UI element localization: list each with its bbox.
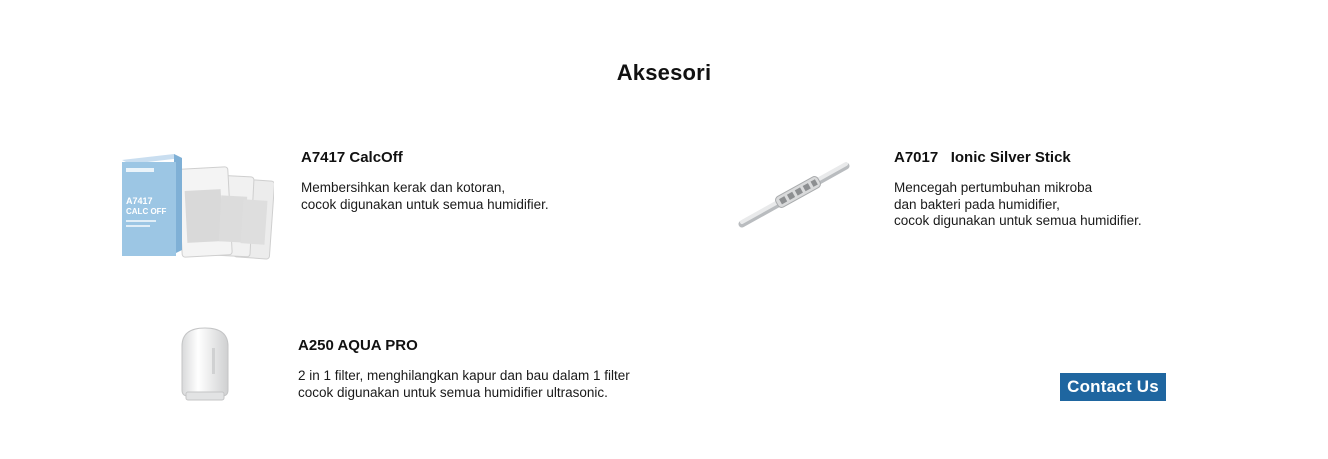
aqua-pro-name[interactable]: A250 AQUA PRO [298, 337, 418, 354]
ionic-silver-stick-description [894, 180, 1142, 230]
aqua-pro-desc-line: 2 in 1 filter, menghilangkan kapur dan bau dalam 1 filter [298, 368, 630, 383]
ionic-silver-stick-name[interactable]: A7017 Ionic Silver Stick [894, 149, 1071, 166]
aqua-pro-filter-image[interactable] [176, 326, 234, 402]
ionic-desc-line: cocok digunakan untuk semua humidifier. [894, 213, 1142, 228]
calcoff-box-name: CALC OFF [126, 207, 167, 216]
ionic-desc-line: dan bakteri pada humidifier, [894, 196, 1060, 212]
section-title: Aksesori [616, 60, 712, 85]
calcoff-desc-line: Membersihkan kerak dan kotoran, [301, 180, 506, 195]
calcoff-description [301, 180, 549, 213]
ionic-silver-stick-image[interactable] [736, 158, 854, 232]
calcoff-product-image[interactable] [118, 150, 274, 262]
aqua-pro-desc-line: cocok digunakan untuk semua humidifier ultrasonic. [298, 384, 608, 400]
calcoff-desc-line: cocok digunakan untuk semua humidifier. [301, 196, 549, 212]
ionic-desc-line: Mencegah pertumbuhan mikroba [894, 180, 1093, 195]
calcoff-name[interactable]: A7417 CalcOff [301, 149, 403, 166]
calcoff-box-code: A7417 [126, 196, 153, 206]
contact-us-button[interactable]: Contact Us [1060, 373, 1166, 401]
aqua-pro-description [298, 368, 630, 401]
